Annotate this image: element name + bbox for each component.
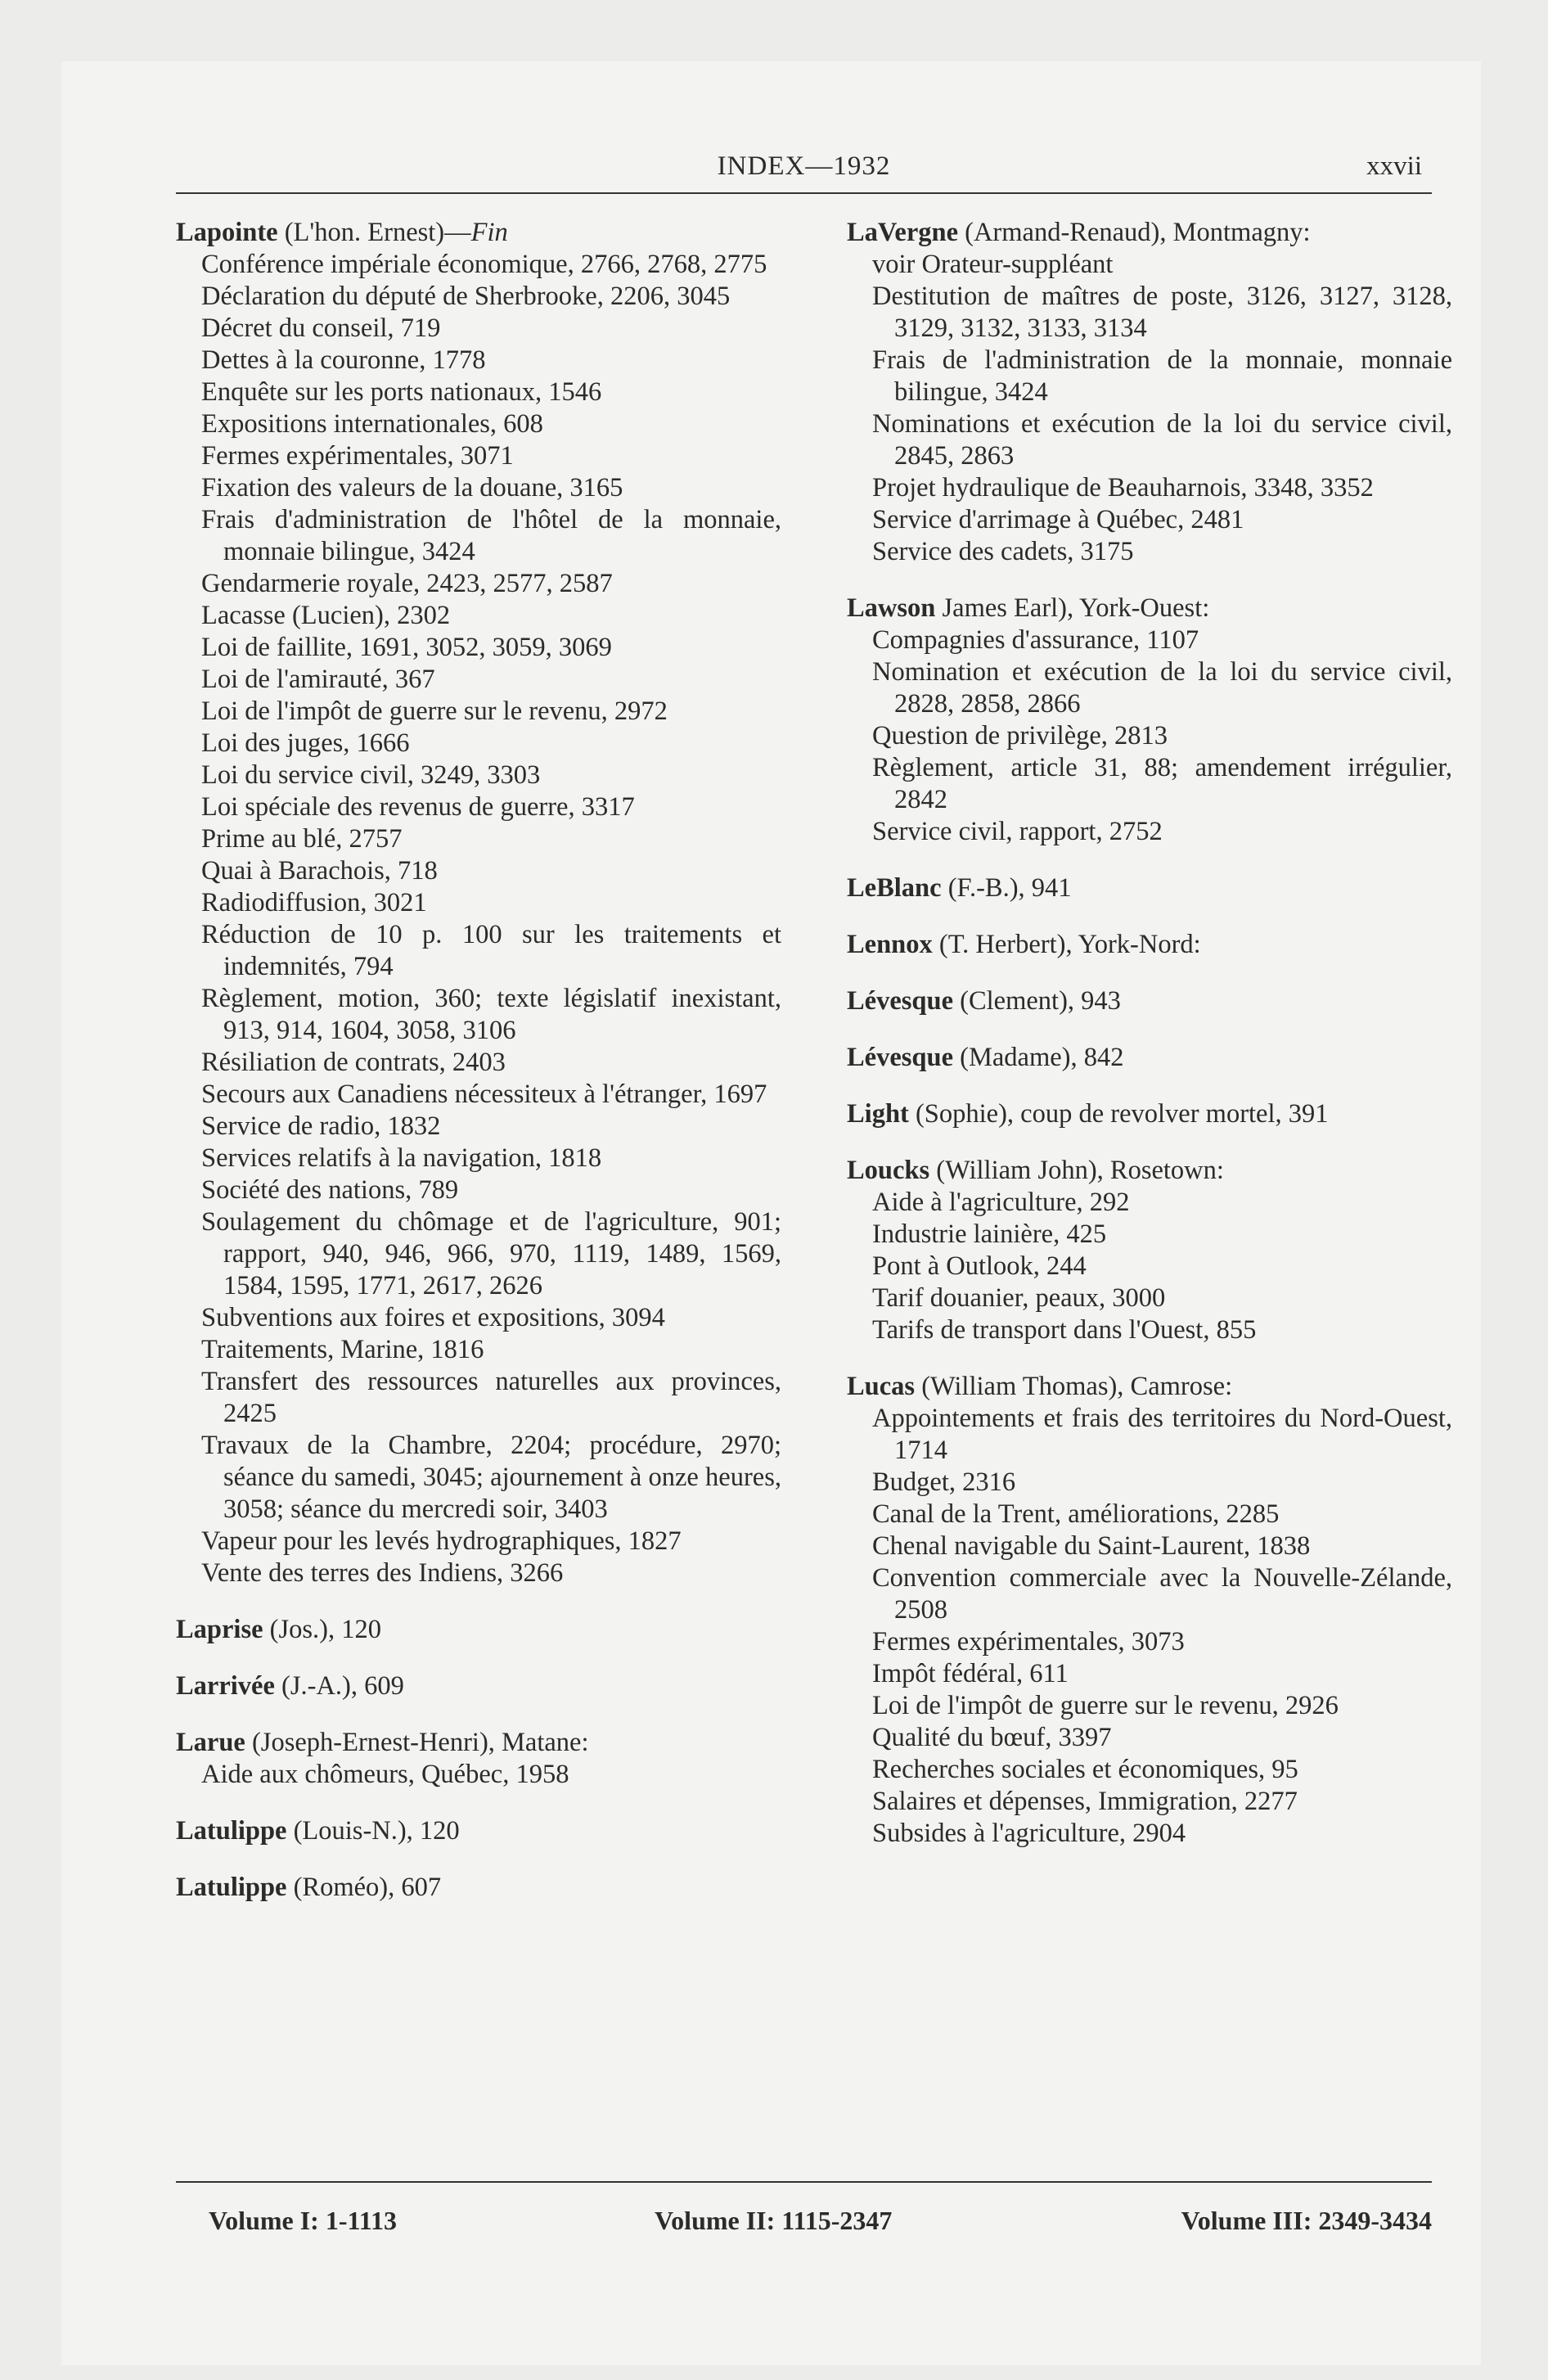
entry-subtopic: Déclaration du député de Sherbrooke, 2206, 3045 — [201, 282, 731, 311]
entry-subtopic: Décret du conseil, 719 — [201, 313, 441, 343]
entry-details: (Joseph-Ernest-Henri), Matane: — [245, 1728, 589, 1757]
entry-subtopic: Réduction de 10 p. 100 sur les traitements et indemnités, 794 — [201, 920, 781, 981]
entry-subtopic: Radiodiffusion, 3021 — [201, 888, 427, 917]
entry-subtopic: Convention commerciale avec la Nouvelle-Zélande, 2508 — [872, 1563, 1452, 1625]
entry-heading — [176, 1670, 781, 1702]
entry-details: (L'hon. Ernest)— — [277, 218, 471, 247]
entry-subtopic: Enquête sur les ports nationaux, 1546 — [201, 377, 602, 407]
volume-1-range: Volume I: 1-1113 — [209, 2206, 397, 2235]
index-entry — [847, 593, 1452, 848]
entry-name: Lucas — [847, 1372, 916, 1401]
index-entry — [176, 1670, 781, 1702]
entry-subtopic: Subsides à l'agriculture, 2904 — [872, 1819, 1186, 1848]
entry-heading — [176, 217, 781, 249]
entry-subtopic: Nomination et exécution de la loi du service civil, 2828, 2858, 2866 — [872, 657, 1452, 719]
entry-subtopic: Compagnies d'assurance, 1107 — [872, 625, 1199, 655]
entry-subtopic: Expositions internationales, 608 — [201, 409, 543, 439]
entry-name: Loucks — [847, 1156, 930, 1185]
entry-name: Larrivée — [176, 1671, 275, 1701]
entry-details: (F.-B.), 941 — [941, 873, 1072, 903]
entry-details: (William Thomas), Camrose: — [915, 1372, 1233, 1401]
entry-name: Lévesque — [847, 1043, 953, 1072]
entry-subtopic: Loi du service civil, 3249, 3303 — [201, 760, 541, 790]
entry-subtopic: Vente des terres des Indiens, 3266 — [201, 1558, 564, 1588]
entry-subtopic: Loi spéciale des revenus de guerre, 3317 — [201, 792, 635, 822]
volume-3-range: Volume III: 2349-3434 — [1181, 2206, 1432, 2235]
entry-name: Lawson — [847, 593, 936, 623]
entry-subtopic: Gendarmerie royale, 2423, 2577, 2587 — [201, 569, 613, 598]
entry-details: (Roméo), 607 — [286, 1873, 442, 1902]
volume-footer — [176, 2197, 1432, 2238]
page-title: INDEX—1932 — [717, 151, 891, 181]
entry-subtopic: Impôt fédéral, 611 — [872, 1659, 1069, 1688]
entry-details: (Madame), 842 — [953, 1043, 1124, 1072]
entry-subtopic: Tarifs de transport dans l'Ouest, 855 — [872, 1315, 1257, 1345]
entry-name: Laprise — [176, 1615, 263, 1644]
entry-details: (Sophie), coup de revolver mortel, 391 — [908, 1099, 1329, 1129]
entry-details: (Armand-Renaud), Montmagny: — [958, 218, 1311, 247]
entry-heading — [847, 1371, 1452, 1403]
footer-divider — [176, 2181, 1432, 2183]
entry-subtopic: Tarif douanier, peaux, 3000 — [872, 1283, 1166, 1313]
index-column-right — [847, 217, 1452, 1850]
entry-name: Latulippe — [176, 1873, 287, 1902]
entry-subtopic: Budget, 2316 — [872, 1467, 1016, 1497]
page-header — [176, 143, 1432, 194]
entry-suffix: Fin — [470, 218, 508, 247]
entry-subtopic: Destitution de maîtres de poste, 3126, 3127, 3128, 3129, 3132, 3133, 3134 — [872, 282, 1452, 343]
index-entry — [847, 1098, 1452, 1130]
entry-subtopic: Canal de la Trent, améliorations, 2285 — [872, 1499, 1280, 1529]
entry-heading — [847, 217, 1452, 249]
entry-subtopic: Nominations et exécution de la loi du service civil, 2845, 2863 — [872, 409, 1452, 471]
entry-subtopic: Travaux de la Chambre, 2204; procédure, 2970; séance du samedi, 3045; ajournement à onze heures, 3058; séance du mercredi soir, 3403 — [201, 1431, 781, 1524]
entry-subtopic: Frais d'administration de l'hôtel de la monnaie, monnaie bilingue, 3424 — [201, 505, 781, 566]
entry-subtopic: Service de radio, 1832 — [201, 1111, 441, 1141]
entry-subtopic: Salaires et dépenses, Immigration, 2277 — [872, 1787, 1298, 1816]
entry-details: (William John), Rosetown: — [929, 1156, 1224, 1185]
entry-subtopic: Service civil, rapport, 2752 — [872, 817, 1163, 846]
entry-subtopic: Vapeur pour les levés hydrographiques, 1827 — [201, 1526, 682, 1556]
entry-heading — [176, 1727, 781, 1759]
index-entry — [176, 1614, 781, 1646]
entry-heading — [847, 1155, 1452, 1187]
entry-name: Lévesque — [847, 986, 953, 1016]
entry-name: Larue — [176, 1728, 245, 1757]
entry-subtopic: Quai à Barachois, 718 — [201, 856, 438, 886]
entry-heading — [176, 1614, 781, 1646]
index-entry — [176, 217, 781, 1589]
index-entry — [176, 1815, 781, 1847]
entry-subtopic: Dettes à la couronne, 1778 — [201, 345, 486, 375]
entry-subtopic: Traitements, Marine, 1816 — [201, 1335, 484, 1364]
entry-subtopic: Qualité du bœuf, 3397 — [872, 1723, 1112, 1752]
entry-subtopic: Transfert des ressources naturelles aux provinces, 2425 — [201, 1367, 781, 1428]
entry-heading — [847, 985, 1452, 1017]
entry-heading — [847, 1042, 1452, 1074]
entry-heading — [176, 1872, 781, 1904]
entry-subtopic: Règlement, article 31, 88; amendement irrégulier, 2842 — [872, 753, 1452, 814]
entry-subtopic: Loi de l'impôt de guerre sur le revenu, 2926 — [872, 1691, 1339, 1720]
entry-heading — [847, 593, 1452, 624]
entry-subtopic: Résiliation de contrats, 2403 — [201, 1048, 506, 1077]
entry-heading — [847, 872, 1452, 904]
index-entry — [847, 872, 1452, 904]
entry-subtopic: Projet hydraulique de Beauharnois, 3348, 3352 — [872, 473, 1374, 503]
entry-subtopic: Aide aux chômeurs, Québec, 1958 — [201, 1760, 569, 1789]
index-entry — [847, 929, 1452, 961]
entry-subtopic: Lacasse (Lucien), 2302 — [201, 601, 451, 630]
entry-subtopic: Appointements et frais des territoires du Nord-Ouest, 1714 — [872, 1404, 1452, 1465]
entry-subtopic: Frais de l'administration de la monnaie, monnaie bilingue, 3424 — [872, 345, 1452, 407]
entry-name: LeBlanc — [847, 873, 942, 903]
entry-details: (T. Herbert), York-Nord: — [932, 930, 1201, 959]
entry-subtopic: Fixation des valeurs de la douane, 3165 — [201, 473, 623, 503]
entry-subtopic: Service d'arrimage à Québec, 2481 — [872, 505, 1244, 534]
entry-name: Latulippe — [176, 1816, 287, 1846]
entry-name: Lapointe — [176, 218, 278, 247]
entry-subtopic: Secours aux Canadiens nécessiteux à l'étranger, 1697 — [201, 1080, 767, 1109]
entry-details: (Jos.), 120 — [263, 1615, 381, 1644]
index-page — [61, 61, 1481, 2365]
entry-subtopic: Aide à l'agriculture, 292 — [872, 1188, 1130, 1217]
entry-subtopic: Prime au blé, 2757 — [201, 824, 403, 854]
entry-subtopic: Question de privilège, 2813 — [872, 721, 1168, 751]
entry-heading — [847, 929, 1452, 961]
index-entry — [176, 1727, 781, 1791]
entry-subtopic: Règlement, motion, 360; texte législatif inexistant, 913, 914, 1604, 3058, 3106 — [201, 984, 781, 1045]
entry-name: LaVergne — [847, 218, 959, 247]
entry-details: (Louis-N.), 120 — [286, 1816, 460, 1846]
entry-subtopic: Fermes expérimentales, 3073 — [872, 1627, 1185, 1657]
index-entry — [847, 1155, 1452, 1346]
entry-subtopic: Loi de l'amirauté, 367 — [201, 665, 435, 694]
entry-subtopic: Industrie lainière, 425 — [872, 1219, 1107, 1249]
index-entry — [847, 217, 1452, 568]
entry-subtopic: Chenal navigable du Saint-Laurent, 1838 — [872, 1531, 1311, 1561]
entry-name: Lennox — [847, 930, 933, 959]
index-entry — [176, 1872, 781, 1904]
index-entry — [847, 1371, 1452, 1850]
entry-subtopic: Services relatifs à la navigation, 1818 — [201, 1143, 602, 1173]
entry-details: (J.-A.), 609 — [274, 1671, 404, 1701]
entry-subtopic: Soulagement du chômage et de l'agriculture, 901; rapport, 940, 946, 966, 970, 1119, 1489, 1569, 1584, 1595, 1771, 2617, 2626 — [201, 1207, 781, 1300]
entry-heading — [847, 1098, 1452, 1130]
index-entry — [847, 985, 1452, 1017]
entry-subtopic: Service des cadets, 3175 — [872, 537, 1134, 566]
entry-subtopic: voir Orateur-suppléant — [872, 250, 1114, 279]
entry-subtopic: Pont à Outlook, 244 — [872, 1251, 1087, 1281]
entry-heading — [176, 1815, 781, 1847]
index-entry — [847, 1042, 1452, 1074]
entry-details: (Clement), 943 — [953, 986, 1121, 1016]
page-number: xxvii — [1366, 151, 1422, 181]
entry-subtopic: Conférence impériale économique, 2766, 2768, 2775 — [201, 250, 767, 279]
volume-2-range: Volume II: 1115-2347 — [655, 2206, 893, 2235]
entry-subtopic: Fermes expérimentales, 3071 — [201, 441, 514, 471]
entry-name: Light — [847, 1099, 909, 1129]
entry-subtopic: Société des nations, 789 — [201, 1175, 459, 1205]
entry-subtopic: Loi des juges, 1666 — [201, 728, 410, 758]
entry-subtopic: Loi de l'impôt de guerre sur le revenu, 2972 — [201, 696, 668, 726]
entry-details: James Earl), York-Ouest: — [935, 593, 1210, 623]
entry-subtopic: Subventions aux foires et expositions, 3094 — [201, 1303, 665, 1332]
entry-subtopic: Loi de faillite, 1691, 3052, 3059, 3069 — [201, 633, 612, 662]
entry-subtopic: Recherches sociales et économiques, 95 — [872, 1755, 1298, 1784]
index-column-left — [176, 217, 781, 1904]
